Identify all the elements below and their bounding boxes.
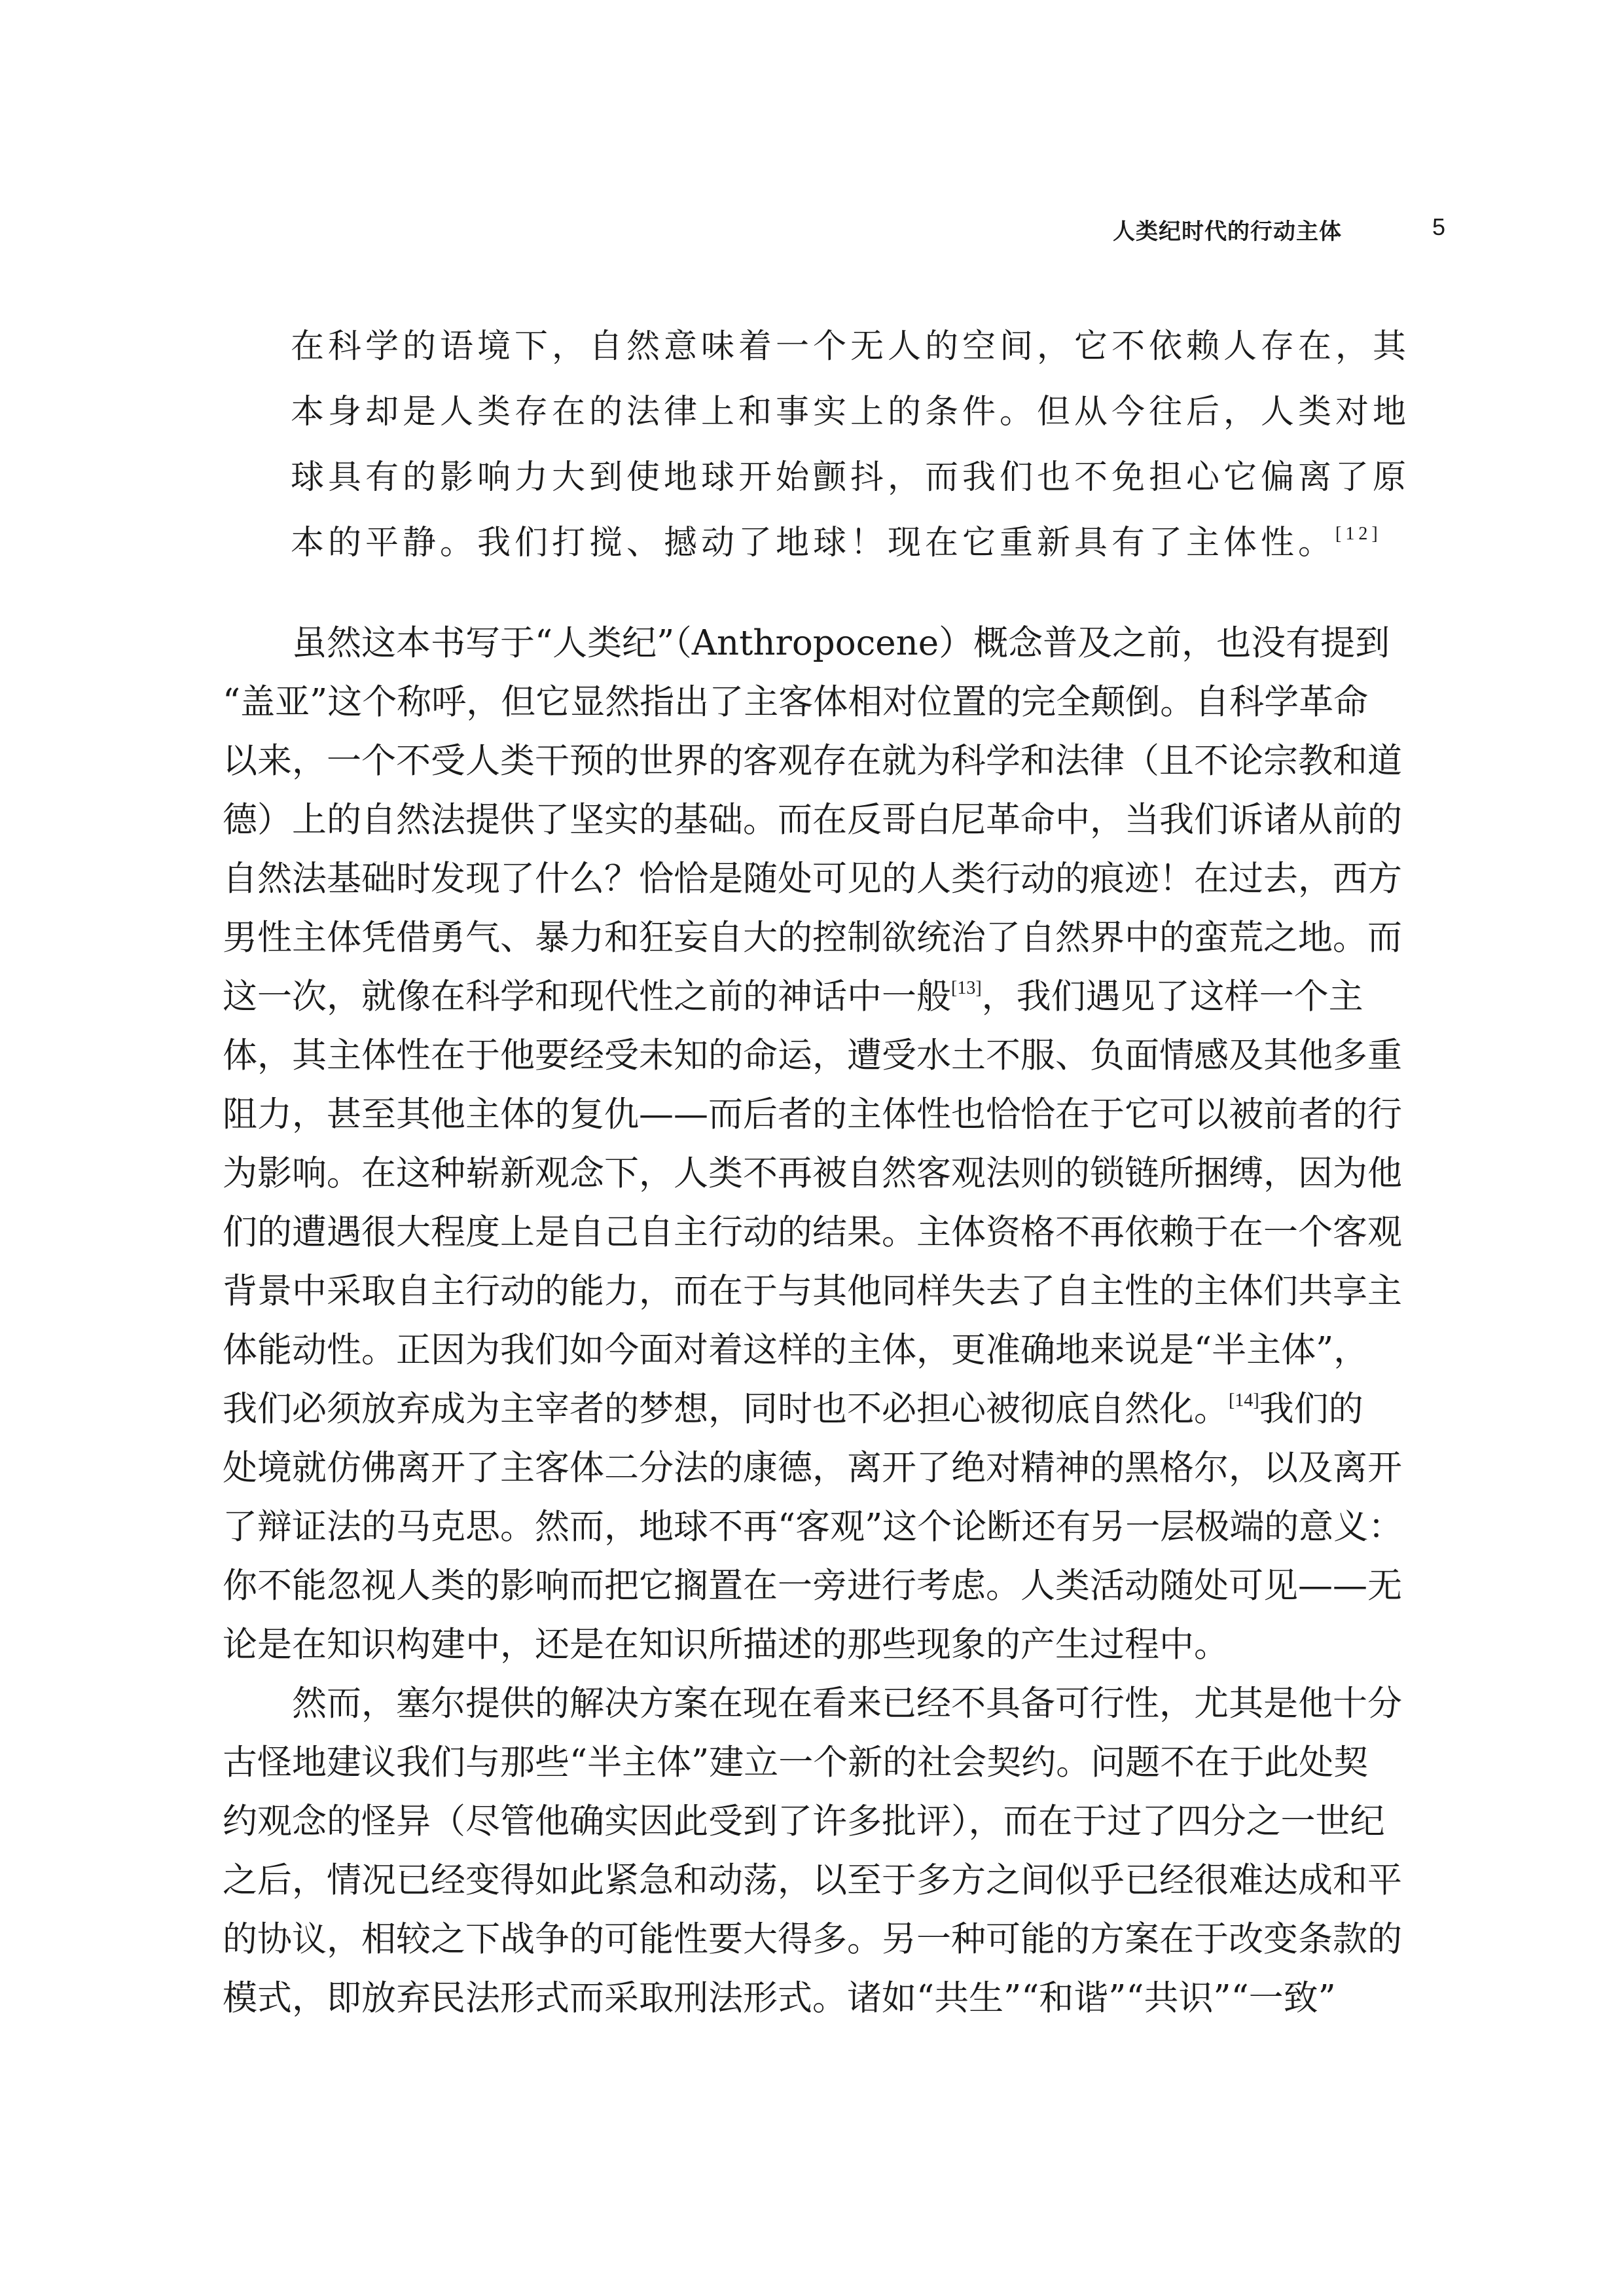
paragraph-1-line: 体能动性。正因为我们如今面对着这样的主体，更准确地来说是“半主体”， [223, 1330, 1369, 1370]
line-text: ，我们遇见了这样一个主 [981, 977, 1363, 1017]
quote-line [291, 511, 1382, 576]
block-quote [291, 314, 1411, 576]
paragraph-2-line: 的协议，相较之下战争的可能性要大得多。另一种可能的方案在于改变条款的 [223, 1919, 1402, 1959]
paragraph-1-line: 了辩证法的马克思。然而，地球不再“客观”这个论断还有另一层极端的意义： [223, 1507, 1403, 1547]
page-number: 5 [1432, 213, 1446, 240]
quote-line-text: 本的平静。我们打搅、撼动了地球！现在它重新具有了主体性。 [291, 524, 1336, 562]
footnote-ref-12: [12] [1335, 524, 1382, 544]
paragraph-1-line: 阻力，甚至其他主体的复仇——而后者的主体性也恰恰在于它可以被前者的行 [223, 1094, 1402, 1134]
quote-line: 球具有的影响力大到使地球开始颤抖，而我们也不免担心它偏离了原 [291, 458, 1411, 497]
paragraph-1-line: 德）上的自然法提供了坚实的基础。而在反哥白尼革命中，当我们诉诸从前的 [223, 800, 1402, 840]
paragraph-1-line: 你不能忽视人类的影响而把它搁置在一旁进行考虑。人类活动随处可见——无 [223, 1566, 1402, 1606]
paragraph-2-line: 然而，塞尔提供的解决方案在现在看来已经不具备可行性，尤其是他十分 [292, 1684, 1402, 1724]
paragraph-1-line: 背景中采取自主行动的能力，而在于与其他同样失去了自主性的主体们共享主 [223, 1271, 1402, 1311]
paragraph-2-line: 模式，即放弃民法形式而采取刑法形式。诸如“共生”“和谐”“共识”“一致” [223, 1978, 1336, 2018]
paragraph-1-line: “盖亚”这个称呼，但它显然指出了主客体相对位置的完全颠倒。自科学革命 [223, 682, 1369, 722]
quote-line: 本身却是人类存在的法律上和事实上的条件。但从今往后，人类对地 [291, 393, 1411, 431]
line-text: 我们的 [1259, 1389, 1363, 1429]
paragraph-1-line: 男性主体凭借勇气、暴力和狂妄自大的控制欲统治了自然界中的蛮荒之地。而 [223, 918, 1402, 958]
paragraph-1-line: 们的遭遇很大程度上是自己自主行动的结果。主体资格不再依赖于在一个客观 [223, 1212, 1402, 1252]
paragraph-1-line: 以来，一个不受人类干预的世界的客观存在就为科学和法律（且不论宗教和道 [223, 741, 1402, 781]
footnote-ref-14: [14] [1229, 1390, 1259, 1411]
paragraph-2-line: 古怪地建议我们与那些“半主体”建立一个新的社会契约。问题不在于此处契 [223, 1743, 1369, 1782]
line-text: 这一次，就像在科学和现代性之前的神话中一般 [223, 977, 951, 1017]
paragraph-1-line [223, 967, 1388, 1026]
paragraph-1-line: 虽然这本书写于“人类纪”（Anthropocene）概念普及之前，也没有提到 [292, 623, 1390, 663]
line-text: 我们必须放弃成为主宰者的梦想，同时也不必担心被彻底自然化。 [223, 1389, 1229, 1429]
body-text [223, 614, 1403, 2028]
paragraph-1-line: 体，其主体性在于他要经受未知的命运，遭受水土不服、负面情感及其他多重 [223, 1036, 1402, 1076]
running-header-title: 人类纪时代的行动主体 [1113, 219, 1342, 245]
paragraph-2-line: 之后，情况已经变得如此紧急和动荡，以至于多方之间似乎已经很难达成和平 [223, 1860, 1402, 1900]
paragraph-1-line [223, 1380, 1388, 1439]
quote-line: 在科学的语境下，自然意味着一个无人的空间，它不依赖人存在，其 [291, 327, 1411, 366]
paragraph-1-line: 论是在知识构建中，还是在知识所描述的那些现象的产生过程中。 [223, 1625, 1229, 1665]
paragraph-1-line: 为影响。在这种崭新观念下，人类不再被自然客观法则的锁链所捆缚，因为他 [223, 1153, 1402, 1193]
footnote-ref-13: [13] [951, 978, 982, 998]
paragraph-1-line: 自然法基础时发现了什么？恰恰是随处可见的人类行动的痕迹！在过去，西方 [223, 859, 1402, 899]
paragraph-2-line: 约观念的怪异（尽管他确实因此受到了许多批评），而在于过了四分之一世纪 [223, 1801, 1385, 1841]
paragraph-1-line: 处境就仿佛离开了主客体二分法的康德，离开了绝对精神的黑格尔，以及离开 [223, 1448, 1402, 1488]
